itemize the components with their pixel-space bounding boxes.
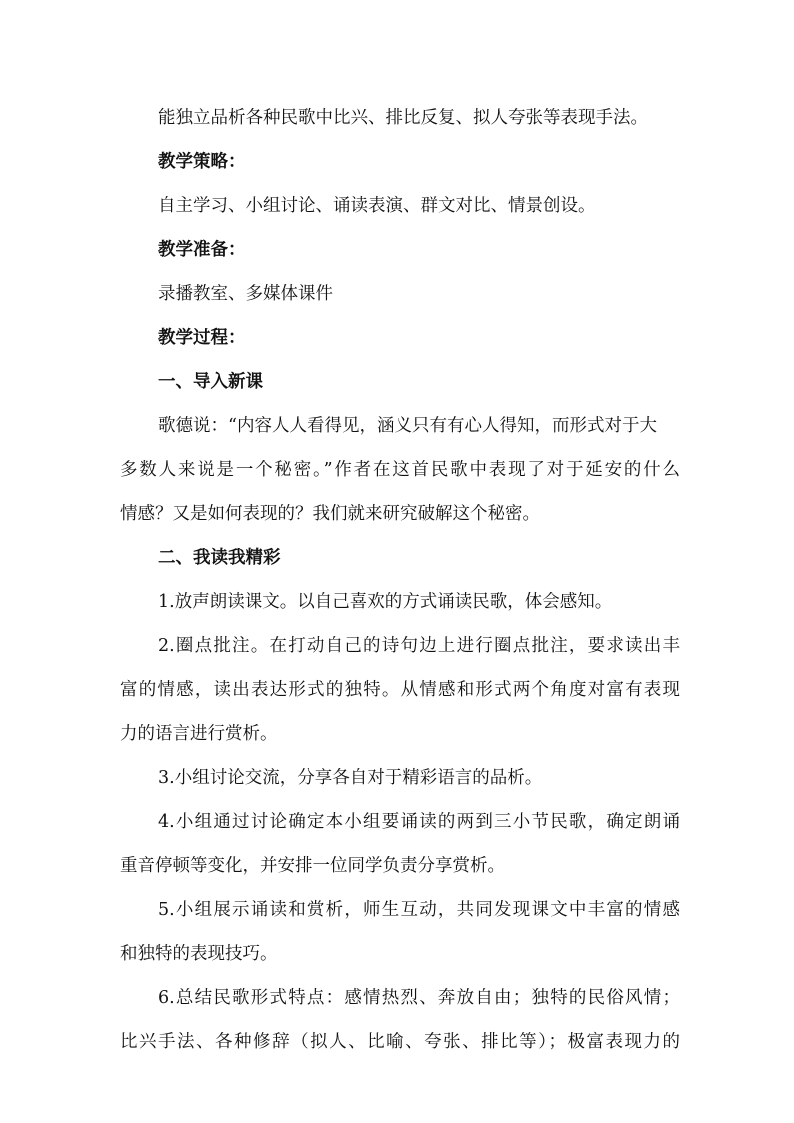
process-heading: 教学过程： [158,328,246,348]
strategy-text: 自主学习、小组讨论、诵读表演、群文对比、情景创设。 [158,196,596,216]
preparation-heading: 教学准备： [158,240,246,260]
list-item-4: 4.小组通过讨论确定本小组要诵读的两到三小节民歌，确定朗诵 [158,812,680,832]
paragraph-line: 歌德说：“内容人人看得见，涵义只有有心人得知，而形式对于大 [158,416,657,436]
list-item-1: 1.放声朗读课文。以自己喜欢的方式诵读民歌，体会感知。 [158,592,613,612]
section-1-heading: 一、导入新课 [158,372,263,392]
list-item-5: 5.小组展示诵读和赏析，师生互动，共同发现课文中丰富的情感 [158,900,680,920]
preparation-text: 录播教室、多媒体课件 [158,284,333,304]
list-item-6: 6.总结民歌形式特点：感情热烈、奔放自由；独特的民俗风情； [158,988,680,1008]
list-item-2-cont: 力的语言进行赏析。 [120,724,278,744]
objective-line: 能独立品析各种民歌中比兴、排比反复、拟人夸张等表现手法。 [158,108,648,128]
list-item-5-cont: 和独特的表现技巧。 [120,944,278,964]
strategy-heading: 教学策略： [158,152,246,172]
list-item-4-cont: 重音停顿等变化，并安排一位同学负责分享赏析。 [120,856,505,876]
list-item-2: 2.圈点批注。在打动自己的诗句边上进行圈点批注，要求读出丰 [158,636,680,656]
list-item-6-cont: 比兴手法、各种修辞（拟人、比喻、夸张、排比等）；极富表现力的 [120,1032,680,1052]
list-item-3: 3.小组讨论交流，分享各自对于精彩语言的品析。 [158,768,543,788]
paragraph-line: 情感？又是如何表现的？我们就来研究破解这个秘密。 [120,504,540,524]
list-item-2-cont: 富的情感，读出表达形式的独特。从情感和形式两个角度对富有表现 [120,680,680,700]
section-2-heading: 二、我读我精彩 [158,548,281,568]
paragraph-line: 多数人来说是一个秘密。”作者在这首民歌中表现了对于延安的什么 [120,460,680,480]
